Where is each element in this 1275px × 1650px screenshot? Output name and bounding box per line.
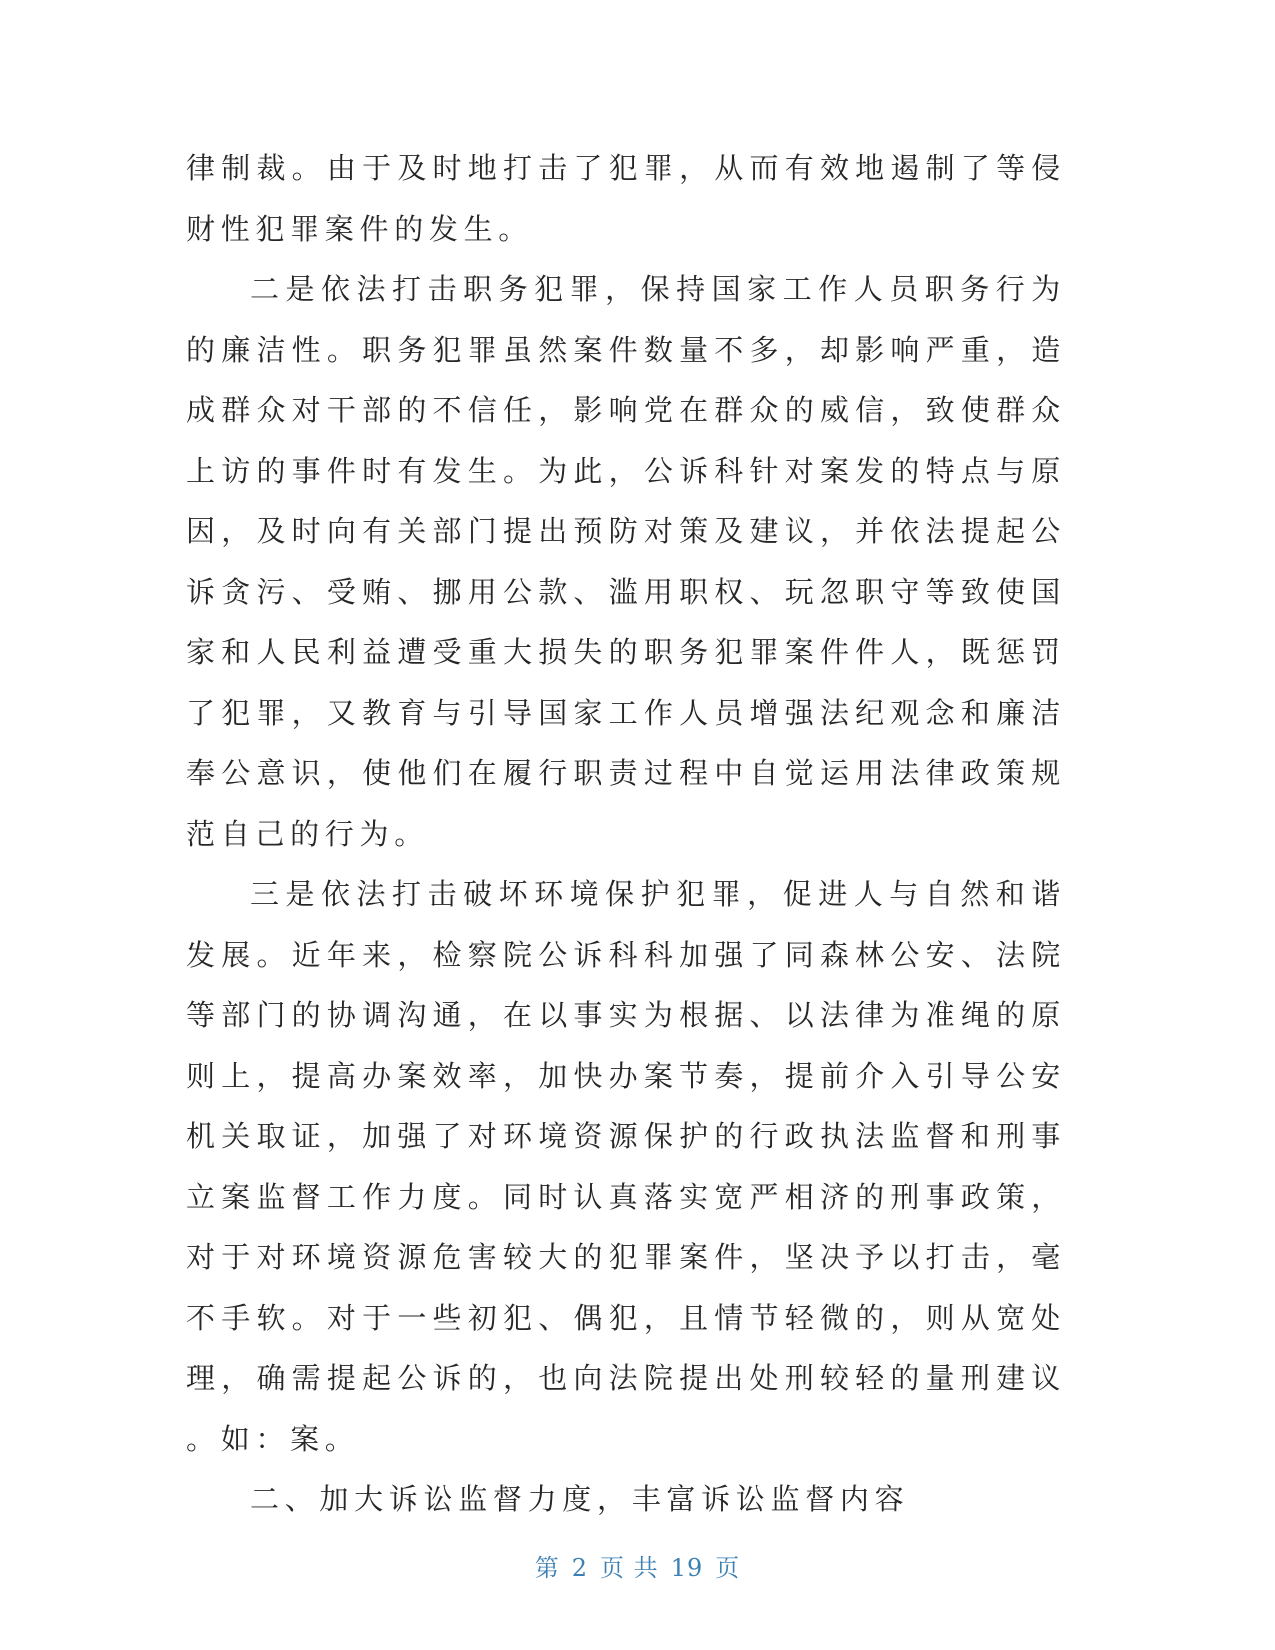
footer-page-number: 2: [571, 1554, 589, 1582]
section-heading: 二、加大诉讼监督力度，丰富诉讼监督内容: [250, 1482, 910, 1516]
footer-mid: 页 共: [600, 1554, 659, 1582]
footer-suffix: 页: [715, 1554, 741, 1582]
paragraph-3: 三是依法打击破坏环境保护犯罪，促进人与自然和谐发展。近年来，检察院公诉科科加强了同森林公安、法院等部门的协调沟通，在以事实为根据、以法律为准绳的原则上，提高办案效率，加快办案节奏，提前介入引导公安机关取证，加强了对环境资源保护的行政执法监督和刑事立案监督工作力度。同时认真落实宽严相济的刑事政策，对于对环境资源危害较大的犯罪案件，坚决予以打击，毫不手软。对于一些初犯、偶犯，且情节轻微的，则从宽处理，确需提起公诉的，也向法院提出处刑较轻的量刑建议。如：案。: [186, 877, 1066, 1456]
page-footer: [0, 1548, 1275, 1583]
document-body: [186, 138, 1066, 1530]
footer-total-pages: 19: [670, 1554, 704, 1582]
footer-prefix: 第: [534, 1554, 560, 1582]
paragraph-2: 二是依法打击职务犯罪，保持国家工作人员职务行为的廉洁性。职务犯罪虽然案件数量不多，却影响严重，造成群众对干部的不信任，影响党在群众的威信，致使群众上访的事件时有发生。为此，公诉科针对案发的特点与原因，及时向有关部门提出预防对策及建议，并依法提起公诉贪污、受贿、挪用公款、滥用职权、玩忽职守等致使国家和人民利益遭受重大损失的职务犯罪案件件人，既惩罚了犯罪，又教育与引导国家工作人员增强法纪观念和廉洁奉公意识，使他们在履行职责过程中自觉运用法律政策规范自己的行为。: [186, 272, 1066, 851]
paragraph-1: 律制裁。由于及时地打击了犯罪，从而有效地遏制了等侵财性犯罪案件的发生。: [186, 151, 1066, 246]
